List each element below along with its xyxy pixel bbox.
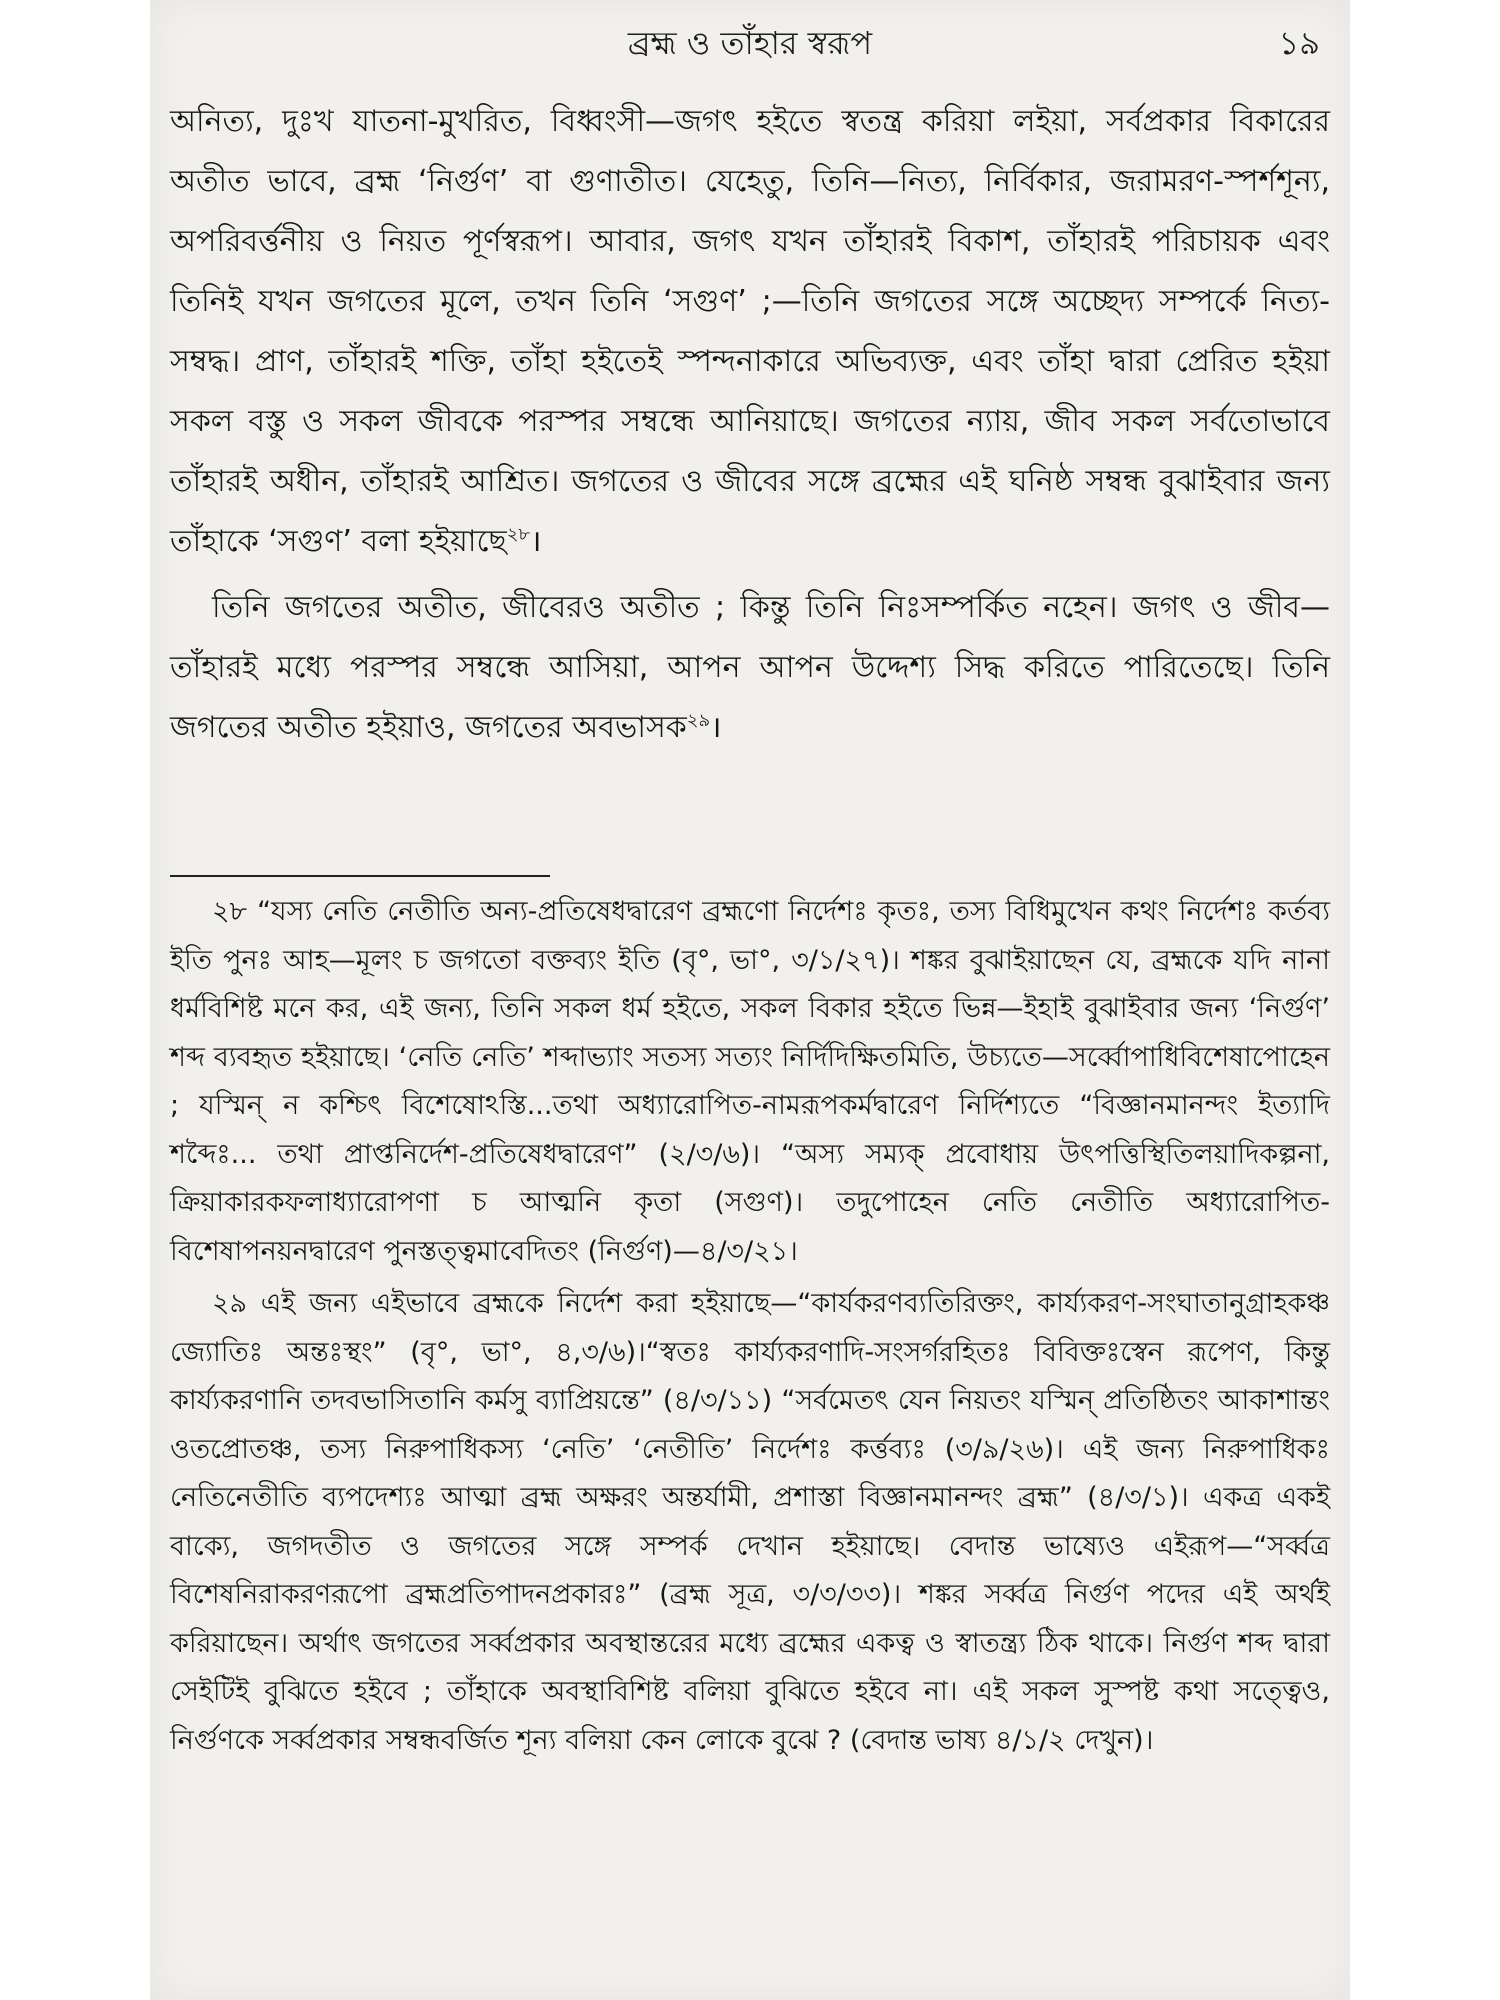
page-number: ১৯ <box>1278 24 1320 62</box>
footnote-divider <box>170 875 550 877</box>
footnote-text: এই জন্য এইভাবে ব্রহ্মকে নির্দেশ করা হইয়াছে—“কার্যকরণব্যতিরিক্তং, কার্য্যকরণ-সংঘাতানুগ্রাহকঞ্চ জ্যোতিঃ অন্তঃস্থং” (বৃ°, ভা°, ৪,৩/৬)।“স্বতঃ কার্য্যকরণাদি-সংসর্গরহিতঃ বিবিক্তঃস্বেন রূপেণ, কিন্তু কার্য্যকরণানি তদবভাসিতানি কর্মসু ব্যাপ্রিয়ন্তে” (৪/৩/১১) “সর্বমেতৎ যেন নিয়তং যস্মিন্ প্রতিষ্ঠিতং আকাশান্তং ওতপ্রোতঞ্চ, তস্য নিরুপাধিকস্য ‘নেতি’ ‘নেতীতি’ নির্দেশঃ কর্ত্তব্যঃ (৩/৯/২৬)। এই জন্য নিরুপাধিকঃ নেতিনেতীতি ব্যপদেশ্যঃ আত্মা ব্রহ্ম অক্ষরং অন্তর্যামী, প্রশাস্তা বিজ্ঞানমানন্দং ব্রহ্ম” (৪/৩/১)। একত্র একই বাক্যে, জগদতীত ও জগতের সঙ্গে সম্পর্ক দেখান হইয়াছে। বেদান্ত ভাষ্যেও এইরূপ—“সর্ব্বত্র বিশেষনিরাকরণরূপো ব্রহ্মপ্রতিপাদনপ্রকারঃ” (ব্রহ্ম সূত্র, ৩/৩/৩৩)। শঙ্কর সর্ব্বত্র নির্গুণ পদের এই অর্থই করিয়াছেন। অর্থাৎ জগতের সর্ব্বপ্রকার অবস্থান্তরের মধ্যে ব্রহ্মের একত্ব ও স্বাতন্ত্র্য ঠিক থাকে। নির্গুণ শব্দ দ্বারা সেইটিই বুঝিতে হইবে ; তাঁহাকে অবস্থাবিশিষ্ট বলিয়া বুঝিতে হইবে না। এই সকল সুস্পষ্ট কথা সত্ত্বেও, নির্গুণকে সর্ব্বপ্রকার সম্বন্ধবর্জিত শূন্য বলিয়া কেন লোকে বুঝে ? (বেদান্ত ভাষ্য ৪/১/২ দেখুন)। <box>170 1288 1330 1756</box>
footnote-text: “যস্য নেতি নেতীতি অন্য-প্রতিষেধদ্বারেণ ব্রহ্মণো নির্দেশঃ কৃতঃ, তস্য বিধিমুখেন কথং নির্দেশঃ কর্তব্য ইতি পুনঃ আহ—মূলং চ জগতো বক্তব্যং ইতি (বৃ°, ভা°, ৩/১/২৭)। শঙ্কর বুঝাইয়াছেন যে, ব্রহ্মকে যদি নানা ধর্মবিশিষ্ট মনে কর, এই জন্য, তিনি সকল ধর্ম হইতে, সকল বিকার হইতে ভিন্ন—ইহাই বুঝাইবার জন্য ‘নির্গুণ’ শব্দ ব্যবহৃত হইয়াছে। ‘নেতি নেতি’ শব্দাভ্যাং সতস্য সত্যং নির্দিদিক্ষিতমিতি, উচ্যতে—সর্ব্বোপাধিবিশেষাপোহেন ; যস্মিন্ ন কশ্চিৎ বিশেষোঽস্তি...তথা অধ্যারোপিত-নামরূপকর্মদ্বারেণ নির্দিশ্যতে “বিজ্ঞানমানন্দং ইত্যাদি শব্দৈঃ... তথা প্রাপ্তনির্দেশ-প্রতিষেধদ্বারেণ” (২/৩/৬)। “অস্য সম্যক্ প্রবোধায় উৎপত্তিস্থিতিলয়াদিকল্পনা, ক্রিয়াকারকফলাধ্যারোপণা চ আত্মনি কৃতা (সগুণ)। তদুপোহেন নেতি নেতীতি অধ্যারোপিত-বিশেষাপনয়নদ্বারেণ পুনস্তত্ত্বমাবেদিতং (নির্গুণ)—৪/৩/২১। <box>170 896 1330 1267</box>
running-header <box>150 18 1350 68</box>
footnote-28 <box>170 888 1330 1276</box>
paragraph-1-text: অনিত্য, দুঃখ যাতনা-মুখরিত, বিধ্বংসী—জগৎ হইতে স্বতন্ত্র করিয়া লইয়া, সর্বপ্রকার বিকারের অতীত ভাবে, ব্রহ্ম ‘নির্গুণ’ বা গুণাতীত। যেহেতু, তিনি—নিত্য, নির্বিকার, জরামরণ-স্পর্শশূন্য, অপরিবর্ত্তনীয় ও নিয়ত পূর্ণস্বরূপ। আবার, জগৎ যখন তাঁহারই বিকাশ, তাঁহারই পরিচায়ক এবং তিনিই যখন জগতের মূলে, তখন তিনি ‘সগুণ’ ;—তিনি জগতের সঙ্গে অচ্ছেদ্য সম্পর্কে নিত্য-সম্বদ্ধ। প্রাণ, তাঁহারই শক্তি, তাঁহা হইতেই স্পন্দনাকারে অভিব্যক্ত, এবং তাঁহা দ্বারা প্রেরিত হইয়া সকল বস্তু ও সকল জীবকে পরস্পর সম্বন্ধে আনিয়াছে। জগতের ন্যায়, জীব সকল সর্বতোভাবে তাঁহারই অধীন, তাঁহারই আশ্রিত। জগতের ও জীবের সঙ্গে ব্রহ্মের এই ঘনিষ্ঠ সম্বন্ধ বুঝাইবার জন্য তাঁহাকে ‘সগুণ’ বলা হইয়াছে <box>170 104 1330 559</box>
paragraph-1-end: । <box>530 524 542 559</box>
main-text <box>170 92 1330 764</box>
paragraph-2 <box>170 578 1330 758</box>
book-page <box>150 0 1350 2000</box>
paragraph-2-end: । <box>710 710 722 745</box>
paragraph-1 <box>170 92 1330 572</box>
paragraph-2-text: তিনি জগতের অতীত, জীবেরও অতীত ; কিন্তু তিনি নিঃসম্পর্কিত নহেন। জগৎ ও জীব—তাঁহারই মধ্যে পরস্পর সম্বন্ধে আসিয়া, আপন আপন উদ্দেশ্য সিদ্ধ করিতে পারিতেছে। তিনি জগতের অতীত হইয়াও, জগতের অবভাসক <box>170 590 1330 745</box>
footnote-29 <box>170 1280 1330 1765</box>
footnotes <box>170 888 1330 1769</box>
running-title: ব্রহ্ম ও তাঁহার স্বরূপ <box>627 24 873 62</box>
footnote-marker: ২৮ <box>212 896 248 927</box>
footnote-ref-28: ২৮ <box>506 524 531 545</box>
footnote-ref-29: ২৯ <box>686 710 711 731</box>
footnote-marker: ২৯ <box>212 1288 248 1319</box>
